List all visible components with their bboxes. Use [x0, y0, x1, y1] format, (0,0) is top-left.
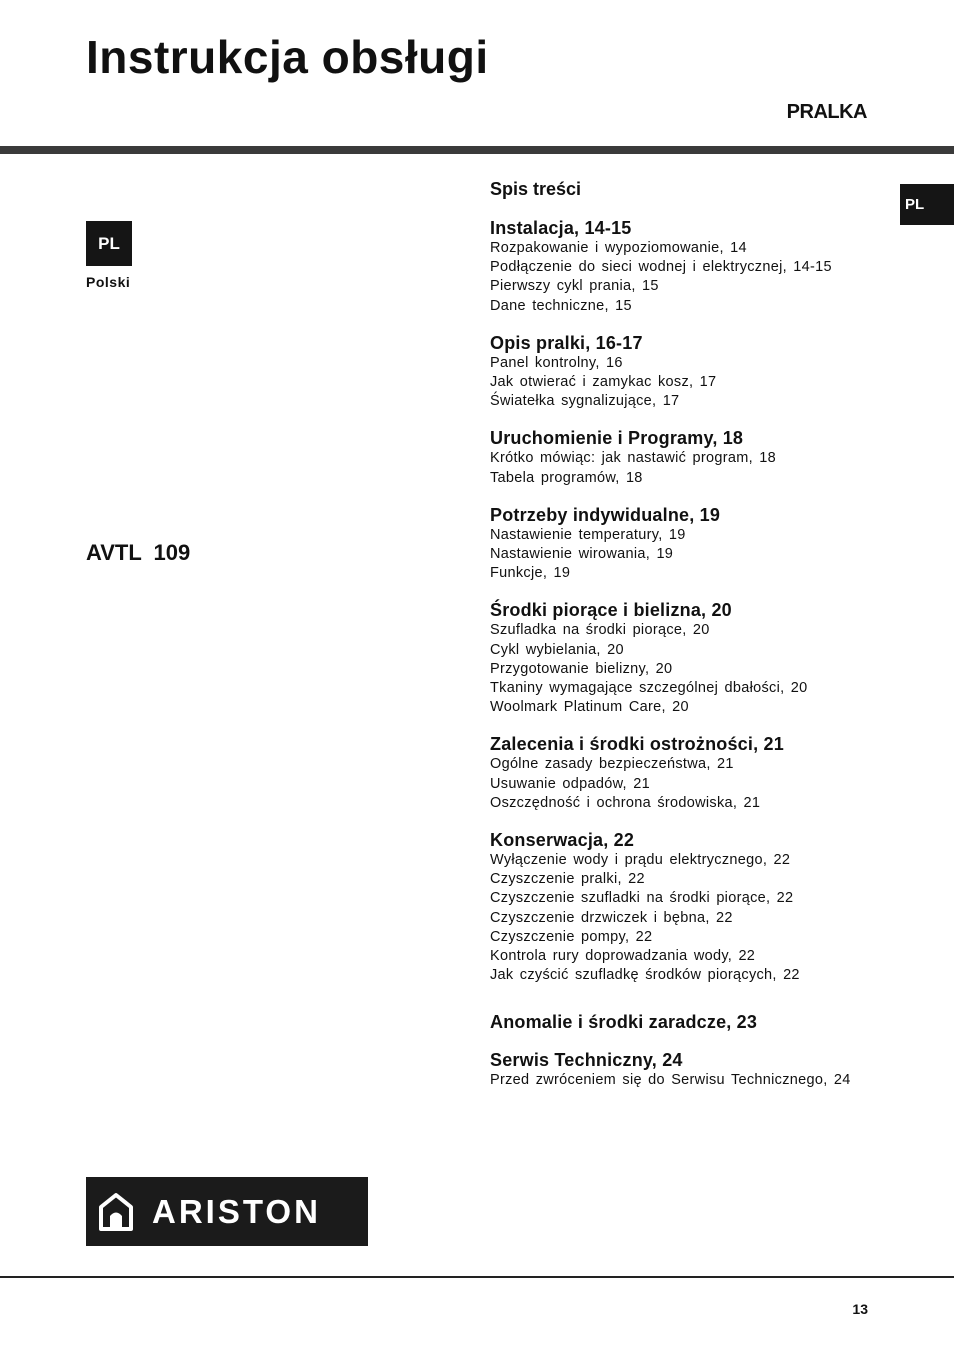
- toc-section: [490, 217, 890, 316]
- toc-item: Czyszczenie pralki, 22: [490, 871, 645, 888]
- toc-item: Ogólne zasady bezpieczeństwa, 21: [490, 756, 734, 773]
- house-logo-icon: [98, 1192, 134, 1232]
- toc-item: Panel kontrolny, 16: [490, 354, 623, 371]
- toc-item-list: [490, 851, 890, 985]
- toc-section: [490, 599, 890, 717]
- toc-item-list: [490, 526, 890, 584]
- toc-item: Woolmark Platinum Care, 20: [490, 699, 689, 716]
- toc-item-list: [490, 354, 890, 412]
- top-divider: [0, 146, 954, 154]
- toc-section-title: Zalecenia i środki ostrożności, 21: [490, 734, 784, 755]
- toc-section-title: Instalacja, 14-15: [490, 218, 632, 238]
- toc-item: Jak czyścić szufladkę środków piorących, 22: [490, 967, 800, 984]
- toc-section-title: Opis pralki, 16-17: [490, 332, 643, 353]
- toc-section: [490, 1011, 890, 1033]
- bottom-divider: [0, 1276, 954, 1278]
- toc-section: [490, 1049, 890, 1090]
- toc-item: Szufladka na środki piorące, 20: [490, 622, 710, 639]
- toc-section-title: Konserwacja, 22: [490, 830, 635, 851]
- product-type: PRALKA: [786, 101, 867, 123]
- toc-item: Oszczędność i ochrona środowiska, 21: [490, 794, 761, 811]
- language-badge: PL: [86, 221, 132, 266]
- toc-item: Czyszczenie szufladki na środki piorące, 22: [490, 890, 794, 907]
- toc-section: [490, 427, 890, 487]
- toc-section: [490, 332, 890, 412]
- side-language-tab: PL: [900, 184, 954, 225]
- page-title: Instrukcja obsługi: [86, 31, 489, 83]
- toc-item: Jak otwierać i zamykac kosz, 17: [490, 374, 717, 391]
- toc-item: Wyłączenie wody i prądu elektrycznego, 22: [490, 852, 791, 869]
- toc-item: Funkcje, 19: [490, 565, 571, 582]
- toc-item-list: [490, 1071, 890, 1090]
- brand-logo: [86, 1177, 368, 1246]
- language-name: Polski: [86, 274, 131, 290]
- toc-item: Krótko mówiąc: jak nastawić program, 18: [490, 450, 777, 467]
- toc-item-list: [490, 449, 890, 487]
- toc-item: Usuwanie odpadów, 21: [490, 775, 650, 792]
- toc-item: Dane techniczne, 15: [490, 297, 632, 314]
- toc-section: [490, 733, 890, 813]
- toc-item-list: [490, 621, 890, 717]
- toc-section-title: Anomalie i środki zaradcze, 23: [490, 1012, 758, 1033]
- toc-item: Pierwszy cykl prania, 15: [490, 278, 659, 295]
- toc-item: Przed zwróceniem się do Serwisu Technicznego, 24: [490, 1072, 851, 1089]
- page-number: 13: [852, 1301, 868, 1317]
- model-number: AVTL 109: [86, 540, 191, 565]
- toc-item: Światełka sygnalizujące, 17: [490, 393, 680, 410]
- toc-item: Nastawienie wirowania, 19: [490, 546, 674, 563]
- toc-item: Tabela programów, 18: [490, 469, 643, 486]
- toc-item-list: [490, 755, 890, 813]
- toc-section-title: Serwis Techniczny, 24: [490, 1050, 683, 1071]
- toc-section: [490, 504, 890, 584]
- toc-item: Rozpakowanie i wypoziomowanie, 14: [490, 240, 747, 256]
- table-of-contents: [490, 178, 890, 1107]
- toc-item: Czyszczenie pompy, 22: [490, 928, 653, 945]
- toc-heading: Spis treści: [490, 179, 582, 199]
- toc-item: Nastawienie temperatury, 19: [490, 526, 686, 543]
- toc-item: Podłączenie do sieci wodnej i elektrycznej, 14-15: [490, 259, 832, 276]
- toc-item: Kontrola rury doprowadzania wody, 22: [490, 948, 756, 965]
- toc-item: Tkaniny wymagające szczególnej dbałości, 20: [490, 680, 808, 697]
- toc-item: Cykl wybielania, 20: [490, 641, 624, 658]
- brand-name: ARISTON: [152, 1192, 321, 1230]
- toc-item: Czyszczenie drzwiczek i bębna, 22: [490, 909, 733, 926]
- toc-section-title: Środki piorące i bielizna, 20: [490, 600, 732, 621]
- toc-sections: [490, 217, 890, 1091]
- toc-item: Przygotowanie bielizny, 20: [490, 660, 673, 677]
- toc-section-title: Uruchomienie i Programy, 18: [490, 428, 744, 449]
- toc-section: [490, 829, 890, 985]
- toc-item-list: [490, 239, 890, 316]
- toc-section-title: Potrzeby indywidualne, 19: [490, 504, 721, 525]
